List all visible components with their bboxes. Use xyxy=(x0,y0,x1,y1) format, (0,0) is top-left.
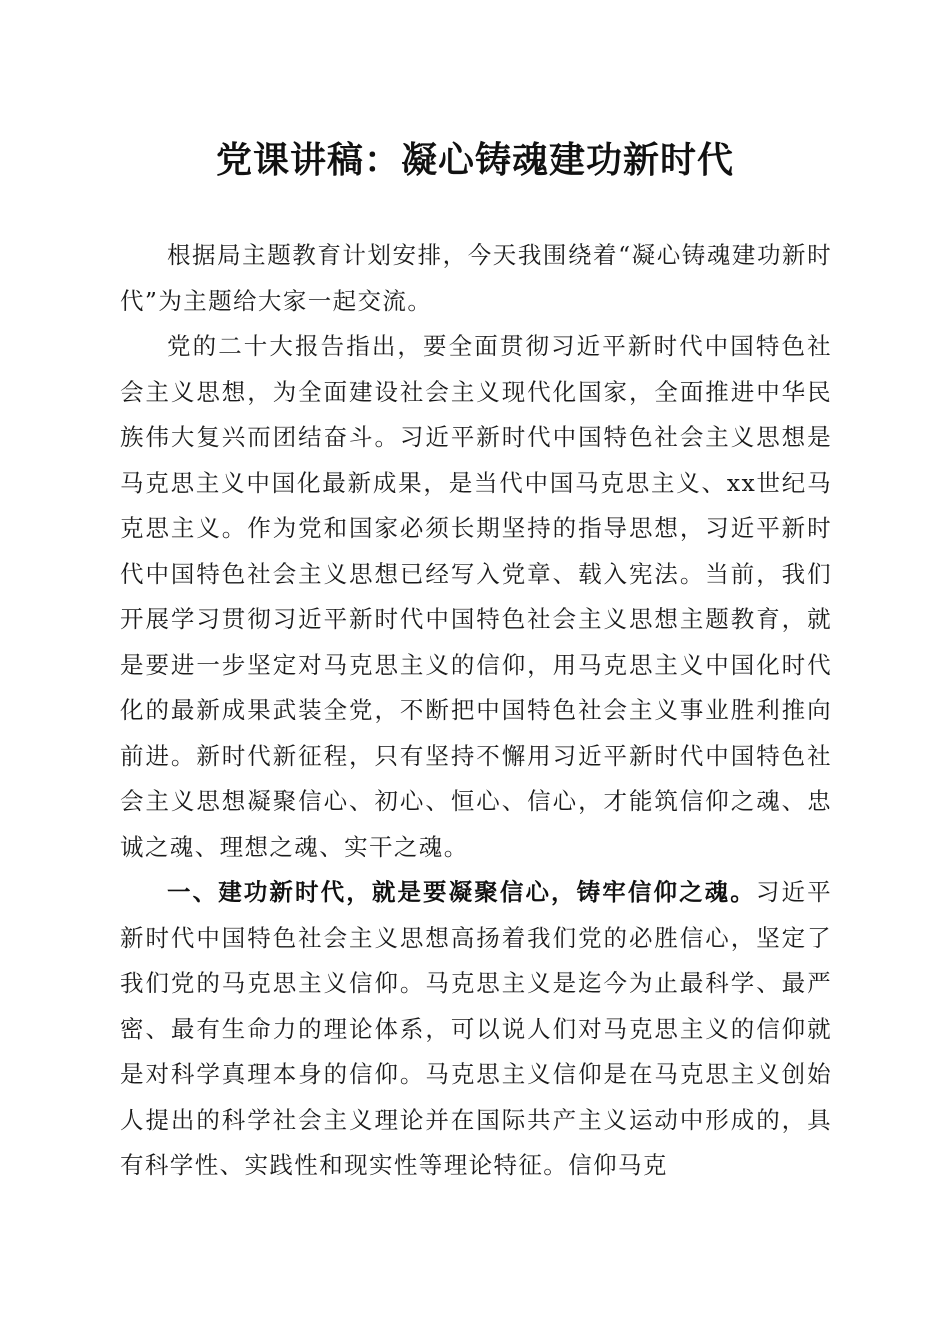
document-title: 党课讲稿：凝心铸魂建功新时代 xyxy=(215,139,734,181)
paragraph-background: 党的二十大报告指出，要全面贯彻习近平新时代中国特色社会主义思想，为全面建设社会主义现代化国家，全面推进中华民族伟大复兴而团结奋斗。习近平新时代中国特色社会主义思想是马克思主义中国化最新成果，是当代中国马克思主义、xx世纪马克思主义。作为党和国家必须长期坚持的指导思想，习近平新时代中国特色社会主义思想已经写入党章、载入宪法。当前，我们开展学习贯彻习近平新时代中国特色社会主义思想主题教育，就是要进一步坚定对马克思主义的信仰，用马克思主义中国化时代化的最新成果武装全党，不断把中国特色社会主义事业胜利推向前进。新时代新征程，只有坚持不懈用习近平新时代中国特色社会主义思想凝聚信心、初心、恒心、信心，才能筑信仰之魂、忠诚之魂、理想之魂、实干之魂。 xyxy=(120,332,832,861)
section-one-heading: 一、建功新时代，就是要凝聚信心，铸牢信仰之魂。 xyxy=(167,878,756,906)
paragraph-section-one xyxy=(120,870,832,1189)
document-body xyxy=(120,233,832,1189)
section-one-text: 习近平新时代中国特色社会主义思想高扬着我们党的必胜信心，坚定了我们党的马克思主义信仰。马克思主义是迄今为止最科学、最严密、最有生命力的理论体系，可以说人们对马克思主义的信仰就是对科学真理本身的信仰。马克思主义信仰是在马克思主义创始人提出的科学社会主义理论并在国际共产主义运动中形成的，具有科学性、实践性和现实性等理论特征。信仰马克 xyxy=(120,878,832,1179)
paragraph-intro: 根据局主题教育计划安排，今天我围绕着“凝心铸魂建功新时代”为主题给大家一起交流。 xyxy=(120,241,832,315)
